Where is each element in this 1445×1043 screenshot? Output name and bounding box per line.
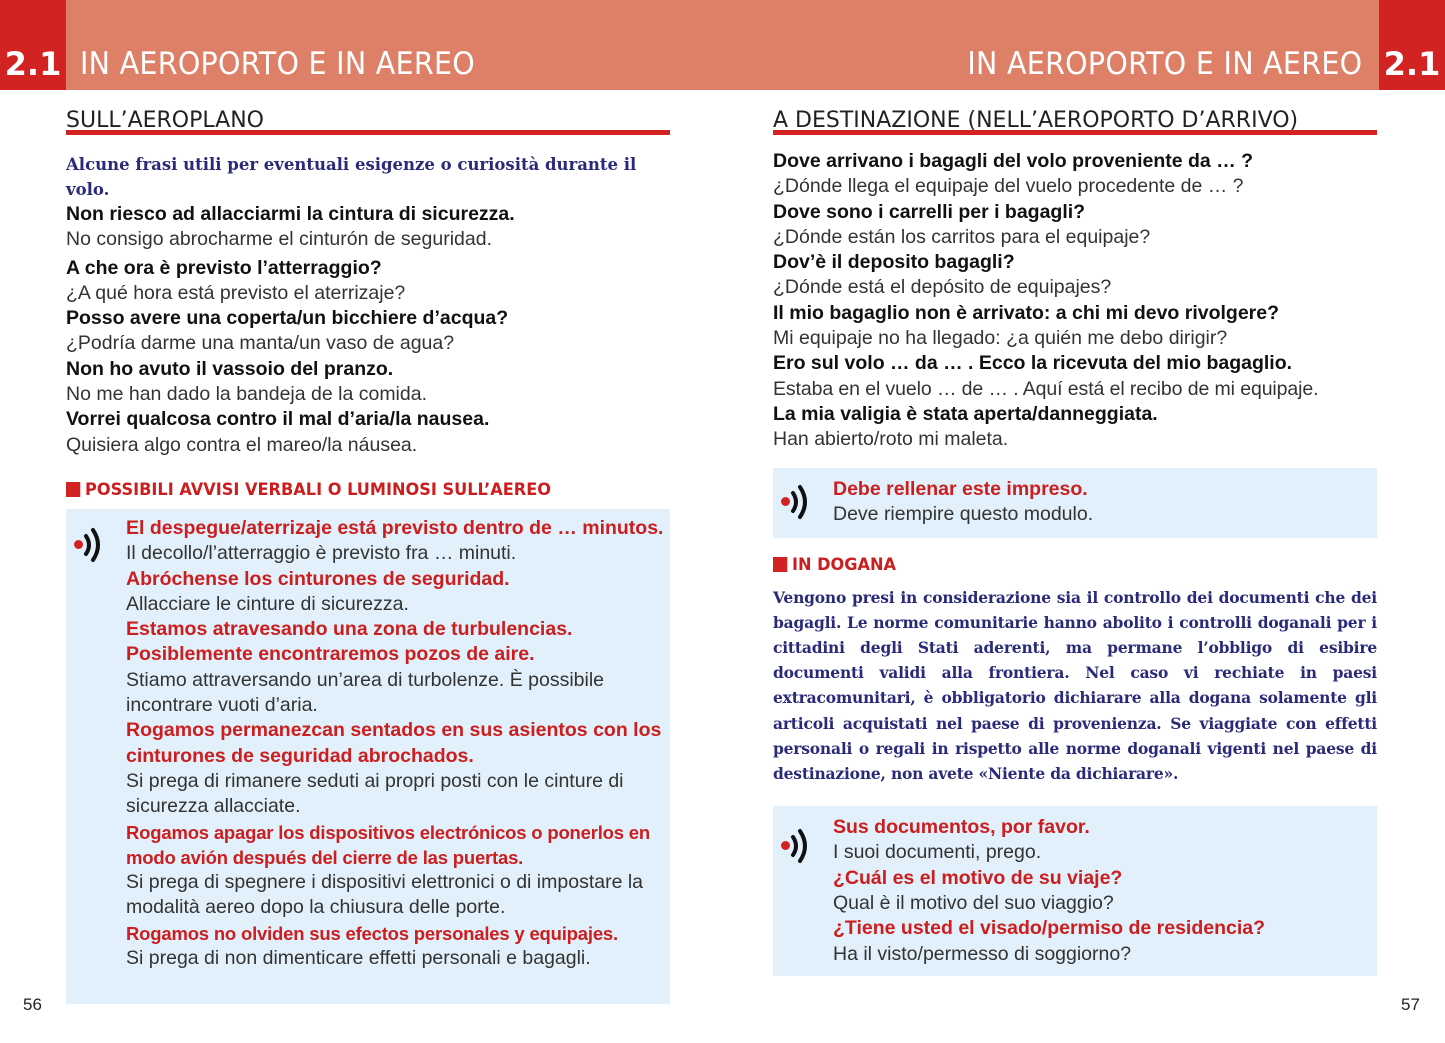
dialog-spanish: Sus documentos, por favor. (833, 816, 1090, 839)
announcement-italian: Si prega di rimanere seduti ai propri posti con le cinture di sicurezza allacciate. (126, 769, 624, 818)
announcement-spanish: Rogamos no olviden sus efectos personales y equipajes. (126, 922, 618, 944)
announcement-italian: Stiamo attraversando un’area di turbolenze. È possibile incontrare vuoti d’aria. (126, 668, 605, 717)
notice-spanish: Debe rellenar este impreso. (833, 477, 1088, 500)
phrase-item (773, 301, 1377, 352)
phrase-item (773, 200, 1377, 251)
dialog-italian: Qual è il motivo del suo viaggio? (833, 892, 1114, 915)
square-bullet-icon (66, 482, 80, 497)
subheading (66, 480, 640, 500)
phrase-italian: Ero sul volo … da … . Ecco la ricevuta del mio bagaglio. (773, 352, 1293, 375)
section-title: SULL’AEROPLANO (66, 105, 670, 135)
phrase-italian: Vorrei qualcosa contro il mal d’aria/la nausea. (66, 408, 490, 431)
customs-dialog-box (773, 806, 1377, 976)
phrase-item (66, 357, 670, 408)
announcement-italian: Si prega di spegnere i dispositivi elettronici o di impostare la modalità aereo dopo la chiusura delle porte. (126, 871, 644, 919)
subheading (773, 555, 1347, 575)
phrase-spanish: No consigo abrocharme el cinturón de seguridad. (66, 228, 493, 251)
phrase-spanish: ¿Dónde llega el equipaje del vuelo procedente de … ? (773, 175, 1244, 198)
phrase-spanish: Estaba en el vuelo … de … . Aquí está el recibo de mi equipaje. (773, 377, 1319, 400)
phrase-italian: Non ho avuto il vassoio del pranzo. (66, 357, 394, 380)
phrase-item (773, 149, 1377, 200)
phrase-list (773, 149, 1377, 453)
announcement-italian: Si prega di non dimenticare effetti personali e bagagli. (126, 947, 591, 970)
square-bullet-icon (773, 557, 787, 572)
phrase-italian: Il mio bagaglio non è arrivato: a chi mi devo rivolgere? (773, 301, 1280, 324)
phrase-spanish: ¿A qué hora está previsto el aterrizaje? (66, 281, 406, 304)
phrase-item (773, 250, 1377, 301)
phrase-italian: La mia valigia è stata aperta/danneggiata. (773, 402, 1158, 425)
customs-info-text: Vengono presi in considerazione sia il controllo dei documenti che dei bagagli. Le norme comunitarie hanno abolito i controlli doganali per i cittadini degli Stati aderenti, ma permane l’obbligo di esibire documenti validi alla frontiera. Nel caso vi rechiate in paesi extracomunitari, è obbligatorio dichiarare alla dogana solamente gli articoli acquistati nel paese di provenienza. Se viaggiate con effetti personali o regali in rispetto alle norme doganali vigenti nel paese di destinazione, non avete «Niente da dichiarare». (773, 587, 1377, 783)
dialog-item (833, 866, 1371, 917)
phrase-spanish: ¿Dónde están los carritos para el equipaje? (773, 225, 1151, 248)
announcement-item (126, 617, 664, 718)
phrase-item (66, 256, 670, 307)
section-title: A DESTINAZIONE (NELL’AEROPORTO D’ARRIVO) (773, 105, 1377, 135)
announcement-spanish: Rogamos apagar los dispositivos electrónicos o ponerlos en modo avión después del cierre de las puertas. (126, 821, 650, 868)
announcement-italian: Il decollo/l’atterraggio è previsto fra … minuti. (126, 542, 517, 565)
dialog-item (833, 815, 1371, 866)
phrase-italian: Dove sono i carrelli per i bagagli? (773, 200, 1086, 223)
chapter-number-right: 2.1 (1379, 0, 1445, 90)
announcement-item (126, 567, 664, 618)
announcements-box (66, 509, 670, 1004)
phrase-list (66, 202, 670, 458)
phrase-item (773, 402, 1377, 453)
dialog-spanish: ¿Cuál es el motivo de su viaje? (833, 866, 1123, 889)
announcement-italian: Allacciare le cinture di sicurezza. (126, 592, 409, 615)
phrase-item (66, 306, 670, 357)
phrase-item (773, 351, 1377, 402)
subheading-label: IN DOGANA (792, 554, 897, 575)
dialog-item (833, 916, 1371, 967)
chapter-number-left: 2.1 (0, 0, 66, 90)
phrase-item (66, 407, 670, 458)
announcement-item (126, 921, 664, 972)
dialog-italian: I suoi documenti, prego. (833, 841, 1042, 864)
intro-text: Alcune frasi utili per eventuali esigenze o curiosità durante il volo. (66, 155, 637, 199)
left-page (66, 105, 670, 1004)
announcement-spanish: Abróchense los cinturones de seguridad. (126, 567, 510, 590)
speaker-icon (781, 482, 815, 522)
subheading-label: POSSIBILI AVVISI VERBALI O LUMINOSI SULL’AEREO (85, 479, 551, 500)
phrase-spanish: Han abierto/roto mi maleta. (773, 428, 1009, 451)
page-number-right: 57 (1401, 995, 1420, 1014)
phrase-spanish: ¿Dónde está el depósito de equipajes? (773, 276, 1112, 299)
speaker-icon (781, 826, 815, 866)
phrase-italian: Dove arrivano i bagagli del volo proveniente da … ? (773, 150, 1254, 172)
phrase-italian: Dov’è il deposito bagagli? (773, 251, 1015, 274)
chapter-title-right: IN AEROPORTO E IN AEREO (967, 46, 1362, 82)
phrase-item (66, 202, 670, 253)
announcement-spanish: El despegue/aterrizaje está previsto dentro de … minutos. (126, 516, 664, 539)
announcement-spanish: Estamos atravesando una zona de turbulencias. Posiblemente encontraremos pozos de aire. (126, 618, 573, 666)
speaker-icon (74, 525, 108, 565)
dialog-spanish: ¿Tiene usted el visado/permiso de residencia? (833, 917, 1266, 940)
dialog-italian: Ha il visto/permesso di soggiorno? (833, 942, 1132, 965)
phrase-italian: Non riesco ad allacciarmi la cintura di sicurezza. (66, 203, 515, 225)
right-page (773, 105, 1377, 976)
phrase-spanish: ¿Podría darme una manta/un vaso de agua? (66, 332, 455, 355)
phrase-italian: Posso avere una coperta/un bicchiere d’acqua? (66, 307, 509, 330)
notice-italian: Deve riempire questo modulo. (833, 502, 1094, 525)
announcement-item (126, 516, 664, 567)
phrase-spanish: Quisiera algo contra el mareo/la náusea. (66, 433, 418, 456)
announcement-item (126, 820, 664, 921)
phrase-italian: A che ora è previsto l’atterraggio? (66, 256, 382, 279)
phrase-spanish: No me han dado la bandeja de la comida. (66, 383, 427, 406)
form-notice-box (773, 468, 1377, 538)
page-number-left: 56 (23, 995, 42, 1014)
phrase-spanish: Mi equipaje no ha llegado: ¿a quién me debo dirigir? (773, 327, 1228, 350)
announcement-item (126, 718, 664, 819)
announcement-spanish: Rogamos permanezcan sentados en sus asientos con los cinturones de seguridad abrochados. (126, 719, 662, 767)
chapter-title-left: IN AEROPORTO E IN AEREO (80, 46, 475, 82)
